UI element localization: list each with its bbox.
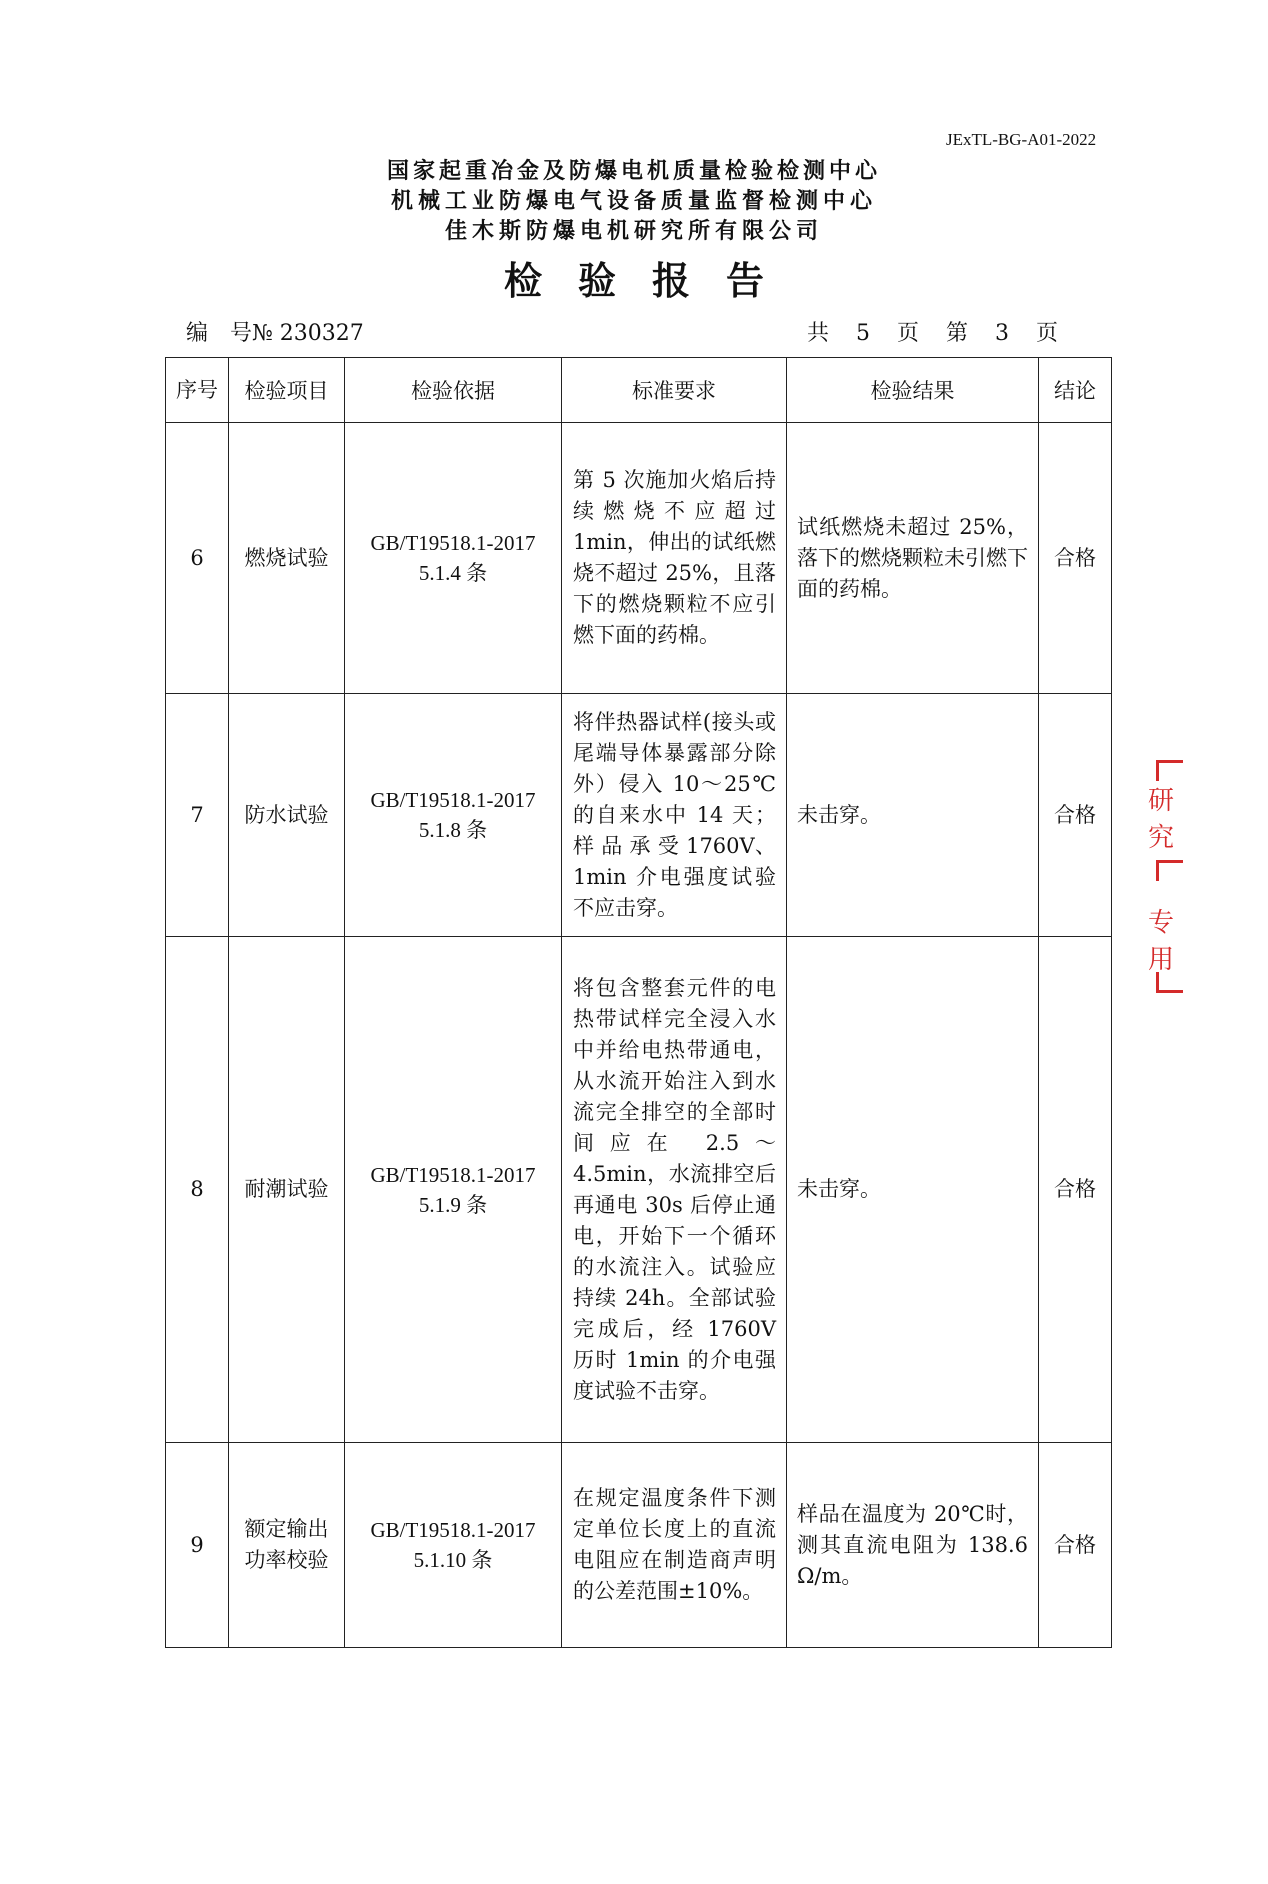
row-number: 7 bbox=[166, 694, 229, 937]
stamp-glyph-lower: 专用 bbox=[1148, 908, 1175, 975]
standard-requirement: 第 5 次施加火焰后持续燃烧不应超过 1min，伸出的试纸燃烧不超过 25%，且落下的燃烧颗粒不应引燃下面的药棉。 bbox=[562, 423, 787, 694]
stamp-bracket-middle bbox=[1156, 860, 1183, 881]
page-info: 共 5 页 第 3 页 bbox=[807, 321, 1068, 346]
standard-requirement: 在规定温度条件下测定单位长度上的直流电阻应在制造商声明的公差范围±10%。 bbox=[562, 1443, 787, 1648]
verdict bbox=[1039, 937, 1112, 1443]
col-header-basis: 检验依据 bbox=[345, 358, 562, 423]
test-basis bbox=[345, 694, 562, 937]
test-item: 额定输出功率校验 bbox=[229, 1443, 345, 1648]
basis-clause: 5.1.4 条 bbox=[418, 561, 488, 585]
stamp-glyph-upper: 研究 bbox=[1148, 786, 1175, 853]
inspection-table bbox=[165, 357, 1112, 1648]
verdict-text: 合格 bbox=[1054, 802, 1096, 827]
test-result: 未击穿。 bbox=[787, 694, 1039, 937]
basis-clause: 5.1.9 条 bbox=[418, 1192, 488, 1217]
standard-requirement: 将伴热器试样(接头或尾端导体暴露部分除外）侵入 10～25℃的自来水中 14 天； 样 品 承 受 1760V、1min 介电强度试验不应击穿。 bbox=[562, 694, 787, 937]
partial-red-stamp bbox=[1148, 760, 1188, 1000]
standard-requirement: 将包含整套元件的电热带试样完全浸入水中并给电热带通电，从水流开始注入到水流完全排空的全部时间应在 2.5～4.5min，水流排空后再通电 30s 后停止通电，开始下一个循环的水流注入。试验应持续 24h。全部试验完成后，经 1760V 历时 1min 的介电强度试验不击穿。 bbox=[562, 937, 787, 1443]
test-basis bbox=[345, 423, 562, 694]
row-number: 8 bbox=[166, 937, 229, 1443]
stamp-bracket-top bbox=[1156, 760, 1183, 781]
table-row bbox=[166, 694, 1112, 937]
table-row bbox=[166, 937, 1112, 1443]
row-number: 9 bbox=[166, 1443, 229, 1648]
col-header-seq: 序号 bbox=[166, 358, 229, 423]
test-result: 未击穿。 bbox=[787, 937, 1039, 1443]
col-header-result: 检验结果 bbox=[787, 358, 1039, 423]
report-title: 检验报告 bbox=[503, 259, 800, 303]
col-header-verdict: 结论 bbox=[1039, 358, 1112, 423]
col-header-requirement: 标准要求 bbox=[562, 358, 787, 423]
basis-standard: GB/T19518.1-2017 bbox=[370, 788, 536, 812]
test-basis bbox=[345, 1443, 562, 1648]
verdict bbox=[1039, 694, 1112, 937]
org-name-line-1: 国家起重冶金及防爆电机质量检验检测中心 bbox=[386, 159, 881, 184]
basis-standard: GB/T19518.1-2017 bbox=[370, 1518, 536, 1542]
test-item: 耐潮试验 bbox=[229, 937, 345, 1443]
org-name-line-2: 机械工业防爆电气设备质量监督检测中心 bbox=[390, 189, 877, 214]
row-number: 6 bbox=[166, 423, 229, 694]
verdict-text: 合格 bbox=[1054, 545, 1096, 570]
table-header-row bbox=[166, 358, 1112, 423]
test-item: 燃烧试验 bbox=[229, 423, 345, 694]
test-result: 样品在温度为 20℃时，测其直流电阻为 138.6 Ω/m。 bbox=[787, 1443, 1039, 1648]
verdict-text: 合格 bbox=[1054, 1177, 1096, 1201]
report-number: 编 号№ 230327 bbox=[186, 321, 364, 346]
test-item: 防水试验 bbox=[229, 694, 345, 937]
basis-clause: 5.1.8 条 bbox=[418, 818, 488, 842]
document-code: JExTL-BG-A01-2022 bbox=[946, 130, 1097, 149]
table-row bbox=[166, 423, 1112, 694]
basis-clause: 5.1.10 条 bbox=[413, 1548, 493, 1572]
verdict bbox=[1039, 423, 1112, 694]
test-basis bbox=[345, 937, 562, 1443]
basis-standard: GB/T19518.1-2017 bbox=[370, 1162, 536, 1187]
verdict-text: 合格 bbox=[1054, 1532, 1096, 1557]
verdict bbox=[1039, 1443, 1112, 1648]
basis-standard: GB/T19518.1-2017 bbox=[370, 531, 536, 555]
col-header-item: 检验项目 bbox=[229, 358, 345, 423]
stamp-bracket-bottom bbox=[1156, 972, 1183, 993]
org-name-line-3: 佳木斯防爆电机研究所有限公司 bbox=[444, 219, 823, 244]
test-result: 试纸燃烧未超过 25%，落下的燃烧颗粒未引燃下面的药棉。 bbox=[787, 423, 1039, 694]
table-row bbox=[166, 1443, 1112, 1648]
